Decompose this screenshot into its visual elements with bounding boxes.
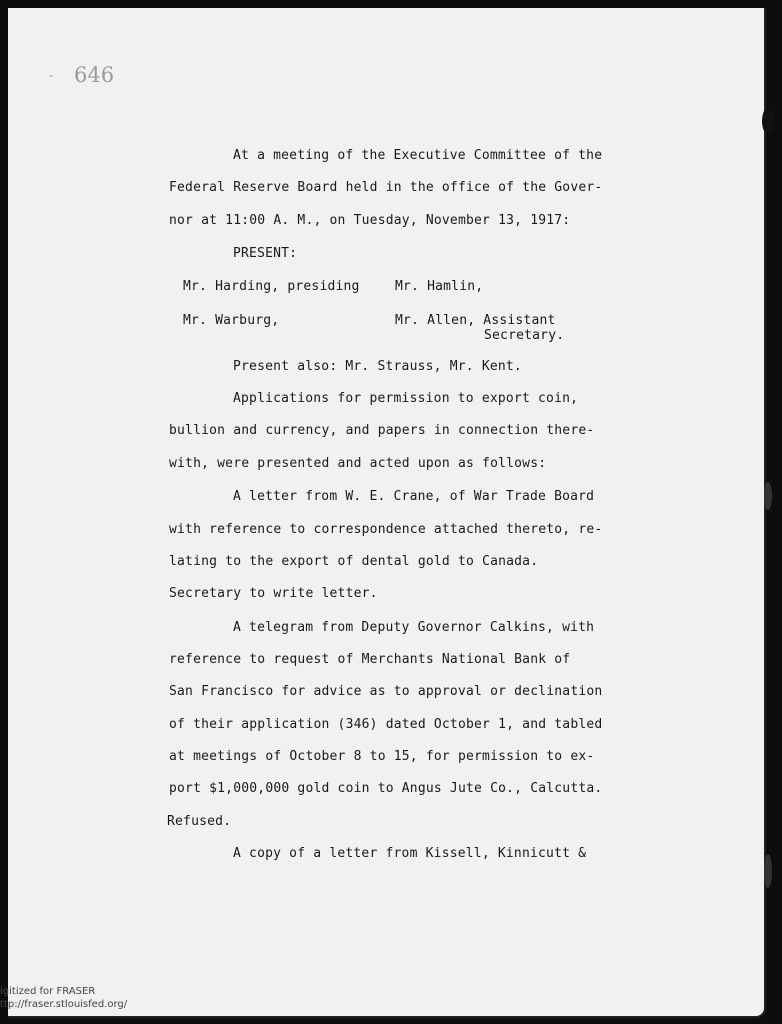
body-line: A telegram from Deputy Governor Calkins, with	[233, 620, 595, 635]
watermark-line-2: ttp://fraser.stlouisfed.org/	[0, 999, 128, 1010]
watermark-line-1: igitized for FRASER	[0, 986, 96, 997]
body-line: Applications for permission to export coin,	[233, 391, 579, 406]
header-line-2: Federal Reserve Board held in the office of the Gover-	[169, 180, 603, 195]
body-line: Secretary to write letter.	[169, 586, 378, 601]
body-line: reference to request of Merchants National Bank of	[169, 652, 571, 667]
attendee-harding: Mr. Harding, presiding	[183, 279, 360, 294]
document-page	[8, 8, 766, 1018]
binding-hole-mark	[762, 108, 774, 134]
body-line: with, were presented and acted upon as follows:	[169, 456, 547, 471]
body-line: A copy of a letter from Kissell, Kinnicutt &	[233, 846, 587, 861]
present-label: PRESENT:	[233, 246, 298, 261]
body-line: A letter from W. E. Crane, of War Trade Board	[233, 489, 595, 504]
margin-dash: -	[47, 68, 56, 84]
attendee-allen: Mr. Allen, Assistant	[395, 313, 556, 328]
body-line: of their application (346) dated October 1, and tabled	[169, 717, 603, 732]
binding-hole-mark	[764, 482, 772, 510]
body-line: port $1,000,000 gold coin to Angus Jute Co., Calcutta.	[169, 781, 603, 796]
present-also: Present also: Mr. Strauss, Mr. Kent.	[233, 359, 522, 374]
body-line: with reference to correspondence attached thereto, re-	[169, 522, 603, 537]
header-line-1: At a meeting of the Executive Committee of the	[233, 148, 603, 163]
body-line: bullion and currency, and papers in connection there-	[169, 423, 595, 438]
binding-hole-mark	[764, 854, 772, 888]
body-line: Refused.	[167, 814, 232, 829]
attendee-warburg: Mr. Warburg,	[183, 313, 280, 328]
header-line-3: nor at 11:00 A. M., on Tuesday, November 13, 1917:	[169, 213, 571, 228]
page-number: 646	[74, 63, 115, 87]
body-line: lating to the export of dental gold to Canada.	[169, 554, 539, 569]
body-line: San Francisco for advice as to approval or declination	[169, 684, 603, 699]
body-line: at meetings of October 8 to 15, for permission to ex-	[169, 749, 595, 764]
attendee-hamlin: Mr. Hamlin,	[395, 279, 484, 294]
attendee-allen-title: Secretary.	[484, 328, 565, 343]
